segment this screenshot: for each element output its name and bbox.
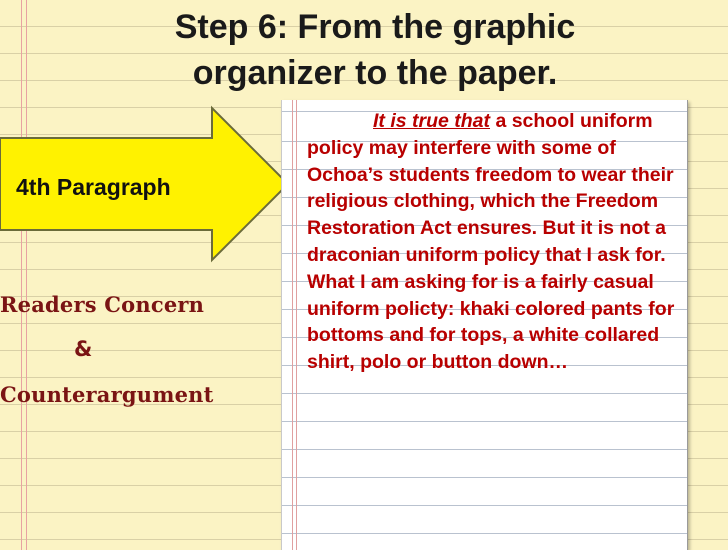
ampersand-label: & <box>74 337 93 361</box>
readers-concern-label: Readers Concern <box>0 292 205 317</box>
lead-phrase: It is true that <box>373 110 491 132</box>
title-line-2: organizer to the paper. <box>192 54 558 92</box>
paragraph-body: a school uniform policy may interfere with some of Ochoa’s students freedom to wear their religious clothing, which the Freedom Restoration Act ensures. But it is not a draconian uniform policy that I ask for. What I am asking for is a fairly casual uniform policty: khaki colored pants for bottoms and for tops, a white collared shirt, polo or button down… <box>307 110 675 374</box>
arrow-label: 4th Paragraph <box>16 174 171 200</box>
left-notes <box>0 282 290 417</box>
title-line-1: Step 6: From the graphic <box>174 8 576 46</box>
counterargument-label: Counterargument <box>0 382 214 407</box>
paragraph-text <box>307 108 675 376</box>
